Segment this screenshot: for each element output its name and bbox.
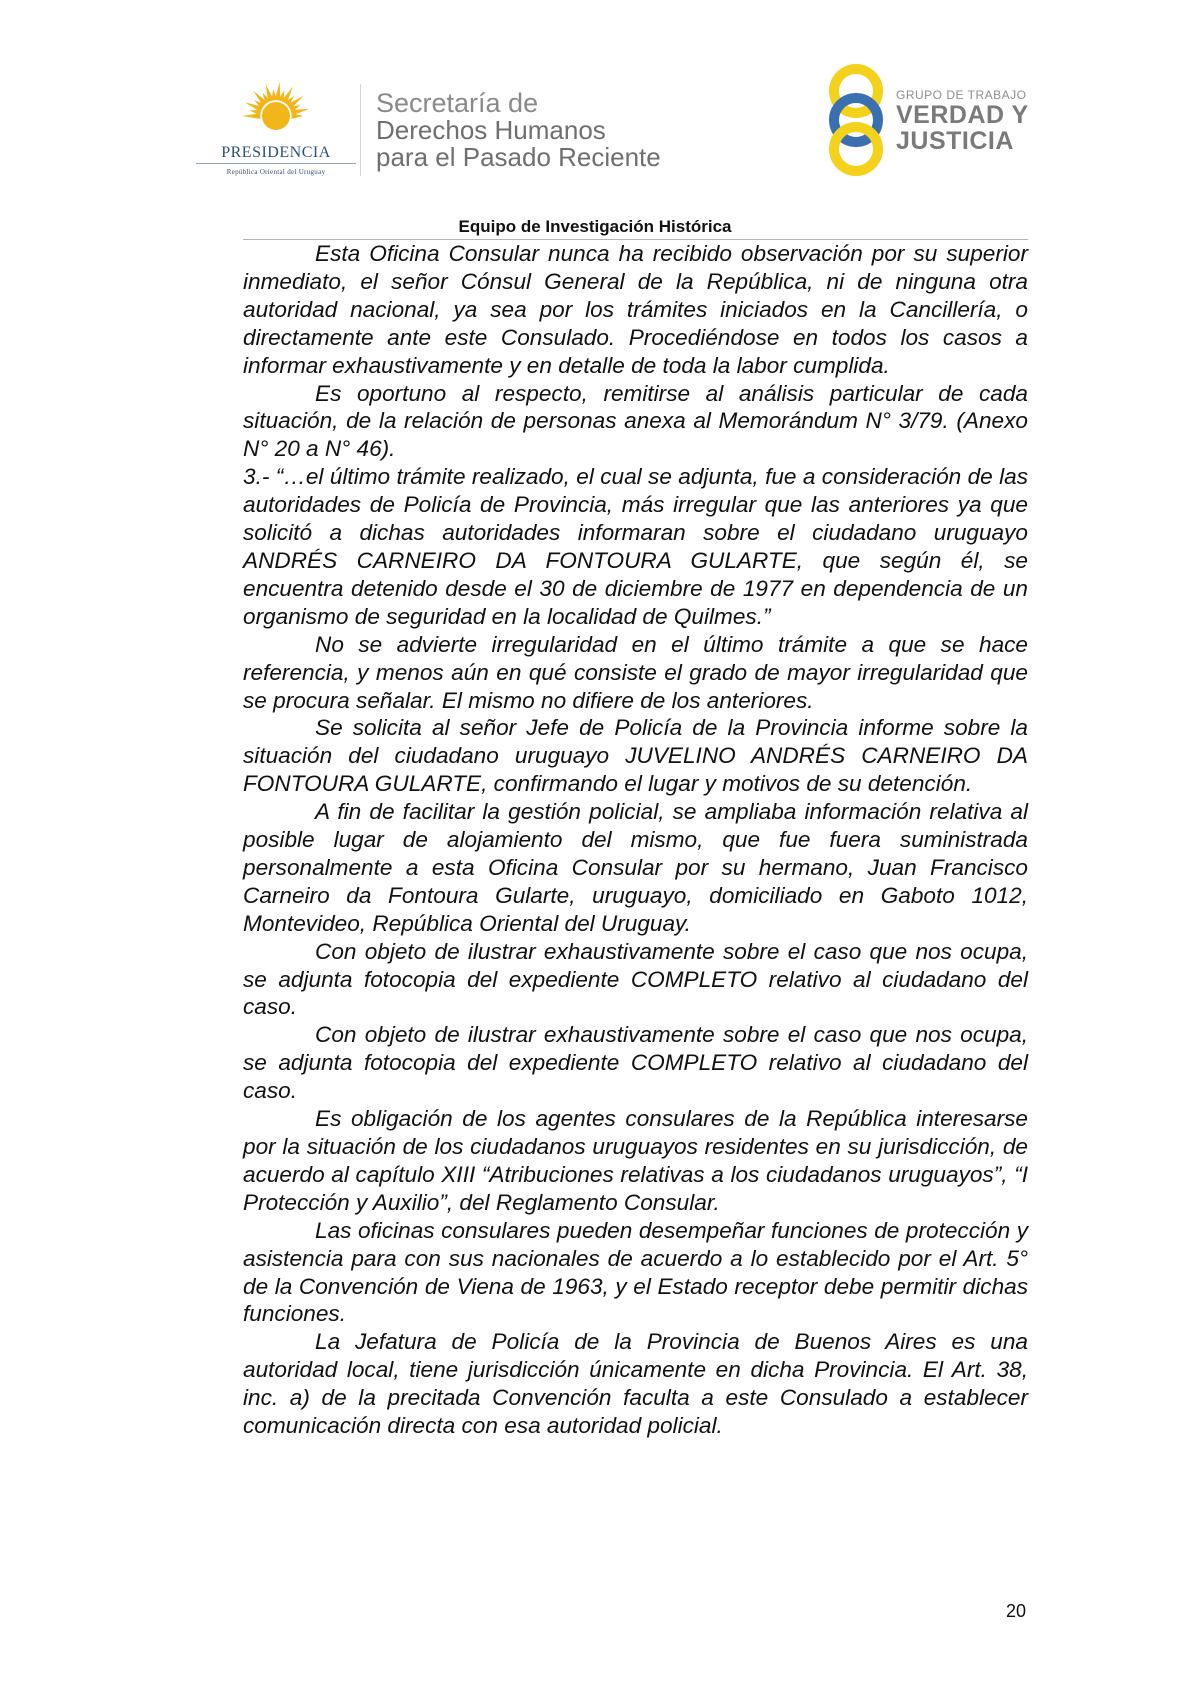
- secretaria-logo-text: [376, 90, 661, 171]
- paragraph: Es oportuno al respecto, remitirse al análisis particular de cada situación, de la relación de personas anexa al Memorándum N° 3/79. (Anexo N° 20 a N° 46).: [243, 380, 1028, 462]
- grupo-line-3: JUSTICIA: [896, 127, 1014, 155]
- sun-emblem-icon: [231, 80, 321, 142]
- presidencia-underline: [196, 163, 356, 164]
- presidencia-subtitle: República Oriental del Uruguay: [226, 168, 326, 176]
- grupo-line-2: VERDAD Y: [896, 101, 1029, 129]
- grupo-trabajo-text: [896, 88, 1029, 154]
- grupo-line-1: GRUPO DE TRABAJO: [896, 88, 1027, 102]
- paragraph: La Jefatura de Policía de la Provincia de Buenos Aires es una autoridad local, tiene jurisdicción únicamente en dicha Provincia. El Art. 38, inc. a) de la precitada Convención faculta a este Consulado a establecer comunicación directa con esa autoridad policial.: [243, 1329, 1028, 1439]
- document-body: [243, 240, 1028, 1440]
- paragraph: 3.- “…el último trámite realizado, el cual se adjunta, fue a consideración de las autoridades de Policía de Provincia, más irregular que las anteriores ya que solicitó a dichas autoridades informaran sobre el ciudadano uruguayo ANDRÉS CARNEIRO DA FONTOURA GULARTE, que según él, se encuentra detenido desde el 30 de diciembre de 1977 en dependencia de un organismo de seguridad en la localidad de Quilmes.”: [243, 464, 1028, 629]
- paragraph: Es obligación de los agentes consulares de la República interesarse por la situación de los ciudadanos uruguayos residentes en su jurisdicción, de acuerdo al capítulo XIII “Atribuciones relativas a los ciudadanos uruguayos”, “I Protección y Auxilio”, del Reglamento Consular.: [243, 1106, 1028, 1215]
- secretaria-line-2: Derechos Humanos: [376, 115, 606, 145]
- paragraph: Con objeto de ilustrar exhaustivamente sobre el caso que nos ocupa, se adjunta fotocopia del expediente COMPLETO relativo al ciudadano del caso.: [243, 938, 1028, 1020]
- paragraph: Las oficinas consulares pueden desempeñar funciones de protección y asistencia para con sus nacionales de acuerdo a lo establecido por el Art. 5° de la Convención de Viena de 1963, y el Estado receptor debe permitir dichas funciones.: [243, 1217, 1028, 1327]
- paragraph: Se solicita al señor Jefe de Policía de la Provincia informe sobre la situación del ciudadano uruguayo JUVELINO ANDRÉS CARNEIRO DA FONTOURA GULARTE, confirmando el lugar y motivos de su detención.: [243, 715, 1028, 797]
- presidencia-name: PRESIDENCIA: [221, 144, 331, 161]
- logo-divider: [360, 84, 361, 176]
- paragraph: Esta Oficina Consular nunca ha recibido observación por su superior inmediato, el señor Cónsul General de la República, ni de ninguna otra autoridad nacional, ya sea por los trámites iniciados en la Cancillería, o directamente ante este Consulado. Procediéndose en todos los casos a informar exhaustivamente y en detalle de toda la labor cumplida.: [243, 241, 1028, 378]
- page-number: 20: [1006, 1601, 1027, 1621]
- team-title: Equipo de Investigación Histórica: [458, 217, 732, 236]
- presidencia-logo: [196, 80, 356, 180]
- paragraph: A fin de facilitar la gestión policial, se ampliaba información relativa al posible lugar de alojamiento del mismo, que fue fuera suministrada personalmente a esta Oficina Consular por su hermano, Juan Francisco Carneiro da Fontoura Gularte, uruguayo, domiciliado en Gaboto 1012, Montevideo, República Oriental del Uruguay.: [243, 799, 1028, 936]
- secretaria-line-1: Secretaría de: [376, 88, 539, 118]
- paragraph: No se advierte irregularidad en el último trámite a que se hace referencia, y menos aún en qué consiste el grado de mayor irregularidad que se procura señalar. El mismo no difiere de los anteriores.: [243, 631, 1028, 713]
- secretaria-line-3: para el Pasado Reciente: [376, 142, 661, 172]
- paragraph: Con objeto de ilustrar exhaustivamente sobre el caso que nos ocupa, se adjunta fotocopia del expediente COMPLETO relativo al ciudadano del caso.: [243, 1022, 1028, 1104]
